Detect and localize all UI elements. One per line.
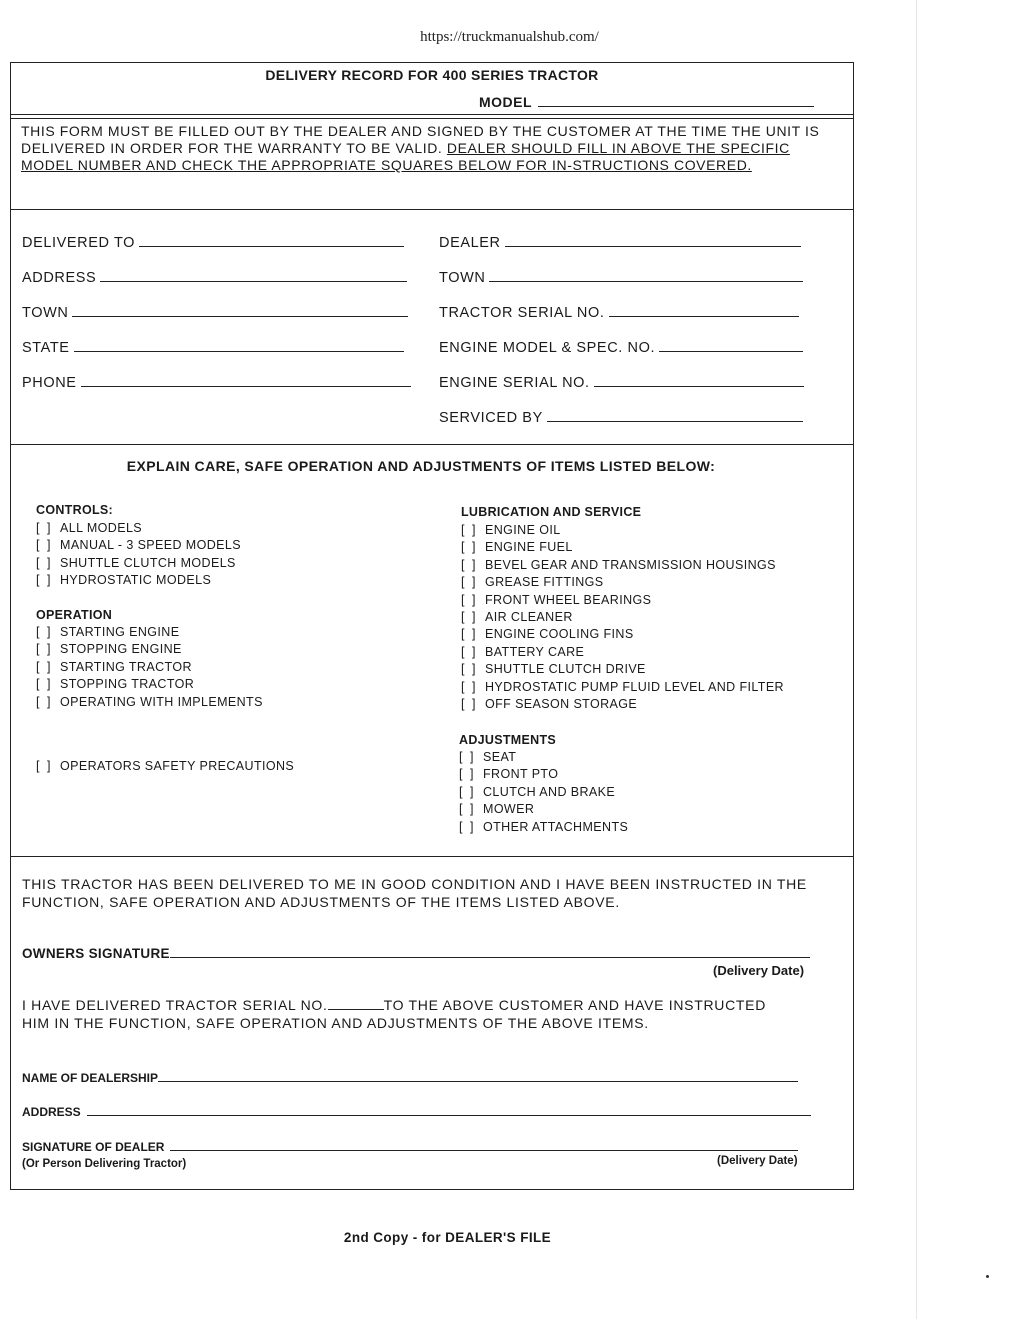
checklist-item-label: ALL MODELS xyxy=(60,521,143,535)
form-field xyxy=(439,375,804,391)
checkbox[interactable]: [ ] xyxy=(459,784,476,799)
checklist-item-label: STOPPING TRACTOR xyxy=(60,677,195,692)
delivery-record-form xyxy=(10,62,854,1190)
model-field xyxy=(479,94,814,110)
checkbox[interactable]: [ ] xyxy=(36,625,53,639)
signature-of-dealer-label: SIGNATURE OF DEALER xyxy=(22,1140,165,1154)
checklist-item-label: BEVEL GEAR AND TRANSMISSION HOUSINGS xyxy=(485,557,776,572)
instructions-part2: DEALER SHOULD FILL IN ABOVE THE SPECIFIC MODEL NUMBER AND CHECK THE APPROPRIATE SQUARES BELOW FOR IN-STRUCTIONS COVERED. xyxy=(21,140,790,173)
form-field xyxy=(439,235,801,251)
checkbox[interactable]: [ ] xyxy=(36,573,53,588)
checkbox[interactable]: [ ] xyxy=(461,697,478,711)
checkbox[interactable]: [ ] xyxy=(459,819,476,834)
dealer-address-label: ADDRESS xyxy=(22,1105,81,1119)
owners-signature-label: OWNERS SIGNATURE xyxy=(22,946,170,961)
checklist-item xyxy=(459,785,615,799)
checklist-item-label: MOWER xyxy=(483,802,535,817)
field-label: SERVICED BY xyxy=(439,410,543,426)
form-field xyxy=(22,235,404,251)
field-label: TOWN xyxy=(22,305,69,321)
checklist-item-label: STARTING TRACTOR xyxy=(60,659,192,674)
form-field xyxy=(22,375,411,391)
dealer-statement xyxy=(22,996,766,1014)
checklist-item xyxy=(36,521,142,535)
dealer-address-field xyxy=(22,1105,811,1119)
form-field xyxy=(22,305,408,321)
form-field xyxy=(439,340,803,356)
instructions-part1: THIS FORM MUST BE FILLED OUT BY THE DEALER AND SIGNED BY THE CUSTOMER AT THE TIME THE UNIT IS DELIVERED IN ORDER FOR THE WARRANTY TO BE VALID. xyxy=(21,123,820,156)
divider xyxy=(11,209,853,210)
signature-of-dealer-field xyxy=(22,1140,798,1154)
checklist-item-label: SHUTTLE CLUTCH DRIVE xyxy=(485,662,646,677)
source-url: https://truckmanualshub.com/ xyxy=(420,29,599,45)
checklist-item-label: GREASE FITTINGS xyxy=(485,575,604,590)
checklist-item xyxy=(461,662,646,676)
checkbox[interactable]: [ ] xyxy=(461,557,478,572)
field-input-line[interactable] xyxy=(659,350,803,352)
checklist-item xyxy=(36,538,241,552)
section-heading: CONTROLS: xyxy=(36,503,113,517)
divider xyxy=(11,444,853,445)
checklist-item xyxy=(459,750,516,764)
field-label: DEALER xyxy=(439,235,501,251)
checklist-item-label: SHUTTLE CLUTCH MODELS xyxy=(60,555,236,570)
checklist-item-label: MANUAL - 3 SPEED MODELS xyxy=(60,538,242,553)
field-input-line[interactable] xyxy=(489,280,803,282)
checklist-item xyxy=(461,697,637,711)
checklist-item xyxy=(36,759,294,773)
instructions-text xyxy=(21,123,841,174)
checkbox[interactable]: [ ] xyxy=(461,662,478,677)
field-input-line[interactable] xyxy=(81,385,411,387)
name-of-dealership-label: NAME OF DEALERSHIP xyxy=(22,1071,159,1085)
owners-signature-field xyxy=(22,946,810,961)
form-field xyxy=(22,340,404,356)
checklist-item-label: OPERATORS SAFETY PRECAUTIONS xyxy=(60,759,295,773)
checklist-item-label: FRONT WHEEL BEARINGS xyxy=(485,592,652,607)
scan-edge xyxy=(916,0,917,1319)
signature-of-dealer-line[interactable] xyxy=(170,1149,798,1151)
checklist-item xyxy=(461,680,784,694)
checklist-item-label: SEAT xyxy=(483,750,517,764)
checklist-item-label: CLUTCH AND BRAKE xyxy=(483,784,616,799)
field-label: TOWN xyxy=(439,270,486,286)
name-of-dealership-field xyxy=(22,1071,798,1085)
form-field xyxy=(22,270,407,286)
checklist-item-label: STARTING ENGINE xyxy=(60,625,180,639)
checklist-item-label: ENGINE FUEL xyxy=(485,540,573,555)
field-label: ENGINE MODEL & SPEC. NO. xyxy=(439,340,656,356)
checkbox[interactable]: [ ] xyxy=(459,750,476,764)
field-label: ADDRESS xyxy=(22,270,97,286)
checkbox[interactable]: [ ] xyxy=(36,555,53,570)
checklist-item-label: HYDROSTATIC MODELS xyxy=(60,573,212,588)
checklist-item xyxy=(36,556,236,570)
checklist-item xyxy=(36,677,194,691)
checkbox[interactable]: [ ] xyxy=(461,575,478,590)
field-input-line[interactable] xyxy=(139,245,404,247)
form-title: DELIVERY RECORD FOR 400 SERIES TRACTOR xyxy=(265,67,599,83)
field-label: TRACTOR SERIAL NO. xyxy=(439,305,605,321)
checklist-item-label: AIR CLEANER xyxy=(485,610,573,624)
checklist-item xyxy=(461,523,561,537)
owners-signature-line[interactable] xyxy=(170,956,810,958)
checklist-item xyxy=(461,593,651,607)
field-label: PHONE xyxy=(22,375,77,391)
model-input-line[interactable] xyxy=(538,105,814,107)
form-field xyxy=(439,305,799,321)
checkbox[interactable]: [ ] xyxy=(36,538,53,553)
divider xyxy=(11,118,853,119)
checklist-item-label: OPERATING WITH IMPLEMENTS xyxy=(60,694,263,709)
customer-statement: THIS TRACTOR HAS BEEN DELIVERED TO ME IN GOOD CONDITION AND I HAVE BEEN INSTRUCTED IN THE FUNCTION, SAFE OPERATION AND ADJUSTMENTS OF THE ITEMS LISTED ABOVE. xyxy=(22,876,807,910)
section-heading: OPERATION xyxy=(36,608,113,622)
section-heading: LUBRICATION AND SERVICE xyxy=(461,505,642,519)
checklist-item xyxy=(36,642,182,656)
checklist-item xyxy=(461,645,584,659)
checklist-item-label: BATTERY CARE xyxy=(485,644,585,659)
field-input-line[interactable] xyxy=(100,280,407,282)
checklist-item-label: STOPPING ENGINE xyxy=(60,642,182,657)
checkbox[interactable]: [ ] xyxy=(459,767,476,782)
field-input-line[interactable] xyxy=(594,385,804,387)
checklist-item xyxy=(36,573,211,587)
checklist-item xyxy=(461,610,573,624)
dealer-address-line[interactable] xyxy=(87,1114,811,1116)
checklist-item xyxy=(461,558,776,572)
checkbox[interactable]: [ ] xyxy=(461,610,478,624)
checkbox[interactable]: [ ] xyxy=(36,521,53,535)
checklist-item-label: OFF SEASON STORAGE xyxy=(485,697,638,711)
field-input-line[interactable] xyxy=(609,315,799,317)
checklist-item xyxy=(36,695,263,709)
delivery-date-label-1: (Delivery Date) xyxy=(713,963,805,978)
checkbox[interactable]: [ ] xyxy=(461,592,478,607)
checklist-item xyxy=(36,625,179,639)
section-heading: ADJUSTMENTS xyxy=(459,733,557,747)
checklist-item xyxy=(461,575,604,589)
checklist-item xyxy=(461,540,573,554)
checklist-item xyxy=(459,802,534,816)
checkbox[interactable]: [ ] xyxy=(461,644,478,659)
checkbox[interactable]: [ ] xyxy=(461,679,478,694)
tractor-serial-line[interactable] xyxy=(328,1008,384,1010)
field-input-line[interactable] xyxy=(505,245,801,247)
checklist-item-label: OTHER ATTACHMENTS xyxy=(483,819,629,834)
name-of-dealership-line[interactable] xyxy=(158,1080,798,1082)
explain-heading: EXPLAIN CARE, SAFE OPERATION AND ADJUSTMENTS OF ITEMS LISTED BELOW: xyxy=(126,458,716,474)
form-field xyxy=(439,270,803,286)
person-delivering-label: (Or Person Delivering Tractor) xyxy=(22,1158,187,1170)
field-input-line[interactable] xyxy=(74,350,404,352)
checklist-item xyxy=(36,660,192,674)
model-label: MODEL xyxy=(479,94,533,110)
field-input-line[interactable] xyxy=(72,315,408,317)
divider xyxy=(11,114,853,115)
checkbox[interactable]: [ ] xyxy=(36,659,53,674)
checklist-item-label: ENGINE OIL xyxy=(485,523,561,537)
checklist-item-label: FRONT PTO xyxy=(483,767,559,782)
divider xyxy=(11,856,853,857)
copy-footer: 2nd Copy - for DEALER'S FILE xyxy=(343,1230,552,1245)
checklist-item-label: ENGINE COOLING FINS xyxy=(485,627,634,642)
checkbox[interactable]: [ ] xyxy=(36,677,53,692)
dealer-statement-b: TO THE ABOVE CUSTOMER AND HAVE INSTRUCTED xyxy=(383,997,767,1013)
field-label: DELIVERED TO xyxy=(22,235,136,251)
dealer-statement-c: HIM IN THE FUNCTION, SAFE OPERATION AND ADJUSTMENTS OF THE ABOVE ITEMS. xyxy=(22,1015,649,1031)
checkbox[interactable]: [ ] xyxy=(36,642,53,657)
checklist-item xyxy=(459,767,558,781)
dealer-statement-a: I HAVE DELIVERED TRACTOR SERIAL NO. xyxy=(22,997,328,1013)
field-label: ENGINE SERIAL NO. xyxy=(439,375,590,391)
checkbox[interactable]: [ ] xyxy=(461,627,478,642)
scan-speck xyxy=(986,1275,989,1278)
checklist-item xyxy=(461,627,634,641)
checkbox[interactable]: [ ] xyxy=(461,540,478,555)
checkbox[interactable]: [ ] xyxy=(36,759,53,773)
checkbox[interactable]: [ ] xyxy=(461,523,478,537)
checkbox[interactable]: [ ] xyxy=(459,802,476,817)
checklist-item xyxy=(459,820,628,834)
delivery-date-label-2: (Delivery Date) xyxy=(717,1155,798,1167)
form-field xyxy=(439,410,803,426)
checkbox[interactable]: [ ] xyxy=(36,694,53,709)
field-input-line[interactable] xyxy=(547,420,803,422)
checklist-item-label: HYDROSTATIC PUMP FLUID LEVEL AND FILTER xyxy=(485,679,784,694)
field-label: STATE xyxy=(22,340,70,356)
